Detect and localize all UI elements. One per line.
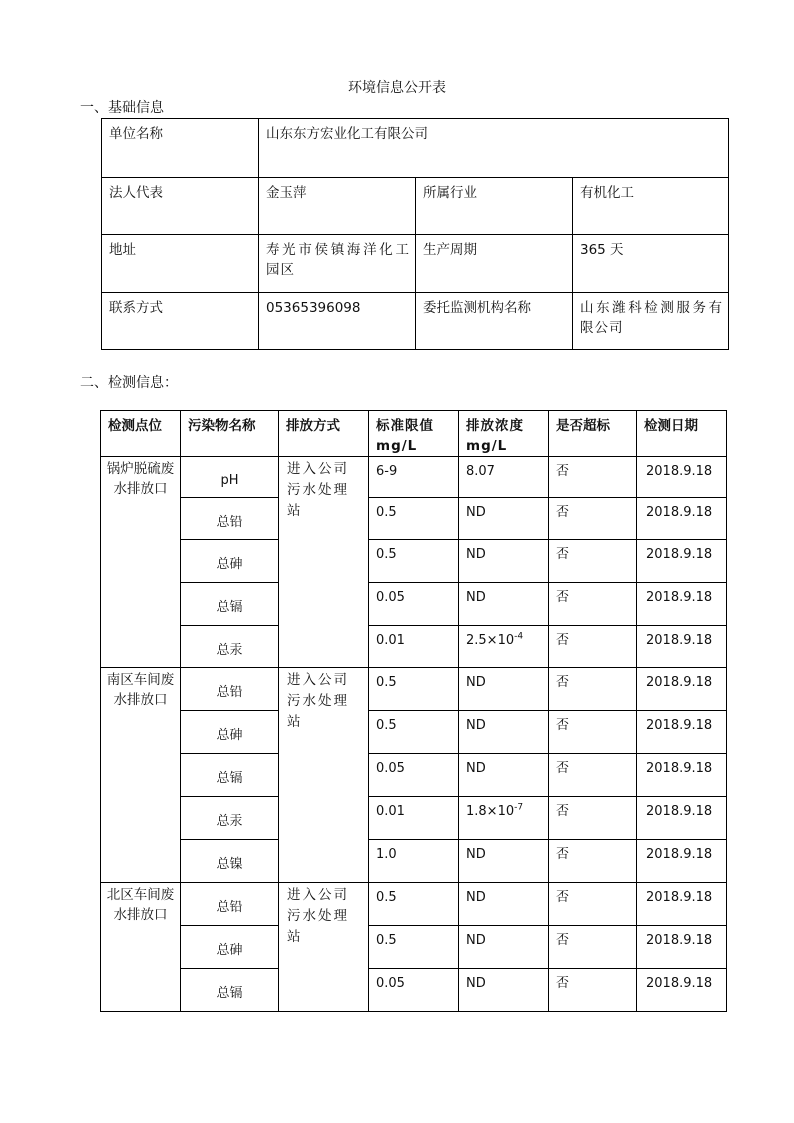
header-date: 检测日期 <box>637 411 727 457</box>
page-title: 环境信息公开表 <box>348 80 446 96</box>
exceed-cell: 否 <box>549 457 637 498</box>
concentration-exponent: -7 <box>514 802 524 813</box>
table-row <box>101 711 727 754</box>
concentration-cell <box>459 883 549 926</box>
concentration-value: ND <box>466 675 486 690</box>
table-row <box>101 498 727 540</box>
date-cell: 2018.9.18 <box>637 840 727 883</box>
address-label: 地址 <box>102 235 259 293</box>
exceed-cell: 否 <box>549 540 637 583</box>
concentration-value: ND <box>466 890 486 905</box>
concentration-cell <box>459 668 549 711</box>
date-cell: 2018.9.18 <box>637 668 727 711</box>
table-row <box>101 583 727 626</box>
pollutant-cell: 总镉 <box>181 969 279 1012</box>
limit-cell: 0.05 <box>369 969 459 1012</box>
exceed-cell: 否 <box>549 797 637 840</box>
concentration-value: ND <box>466 847 486 862</box>
limit-cell: 0.01 <box>369 626 459 668</box>
table-row <box>101 969 727 1012</box>
concentration-cell <box>459 754 549 797</box>
limit-cell: 1.0 <box>369 840 459 883</box>
header-exceed: 是否超标 <box>549 411 637 457</box>
address-value: 寿光市侯镇海洋化工园区 <box>259 235 416 293</box>
pollutant-cell: 总汞 <box>181 797 279 840</box>
date-cell: 2018.9.18 <box>637 797 727 840</box>
table-row <box>101 457 727 498</box>
industry-label: 所属行业 <box>416 178 573 235</box>
concentration-exponent: -4 <box>514 631 524 642</box>
date-cell: 2018.9.18 <box>637 926 727 969</box>
exceed-cell: 否 <box>549 883 637 926</box>
concentration-cell <box>459 711 549 754</box>
concentration-cell <box>459 498 549 540</box>
legal-rep-value: 金玉萍 <box>259 178 416 235</box>
cycle-label: 生产周期 <box>416 235 573 293</box>
limit-cell: 0.5 <box>369 883 459 926</box>
limit-cell: 0.5 <box>369 498 459 540</box>
limit-cell: 0.5 <box>369 540 459 583</box>
pollutant-cell: 总镉 <box>181 583 279 626</box>
pollutant-cell: 总汞 <box>181 626 279 668</box>
concentration-cell <box>459 626 549 668</box>
table-row <box>101 840 727 883</box>
concentration-cell <box>459 540 549 583</box>
location-cell: 北区车间废水排放口 <box>101 883 181 1012</box>
concentration-value: ND <box>466 547 486 562</box>
unit-name-label: 单位名称 <box>102 119 259 178</box>
limit-cell: 0.5 <box>369 711 459 754</box>
pollutant-cell: 总砷 <box>181 926 279 969</box>
legal-rep-label: 法人代表 <box>102 178 259 235</box>
section-heading-detect: 二、检测信息： <box>80 375 178 391</box>
date-cell: 2018.9.18 <box>637 540 727 583</box>
table-row <box>101 754 727 797</box>
concentration-cell <box>459 840 549 883</box>
header-method: 排放方式 <box>279 411 369 457</box>
header-location: 检测点位 <box>101 411 181 457</box>
exceed-cell: 否 <box>549 711 637 754</box>
pollutant-cell: 总砷 <box>181 711 279 754</box>
concentration-cell <box>459 583 549 626</box>
concentration-cell <box>459 797 549 840</box>
concentration-value: 8.07 <box>466 464 495 479</box>
exceed-cell: 否 <box>549 626 637 668</box>
concentration-value: ND <box>466 505 486 520</box>
concentration-cell <box>459 969 549 1012</box>
limit-cell: 6-9 <box>369 457 459 498</box>
concentration-cell <box>459 926 549 969</box>
limit-cell: 0.05 <box>369 583 459 626</box>
header-limit: 标准限值 mg/L <box>369 411 459 457</box>
table-row <box>102 293 729 350</box>
table-row <box>102 119 729 178</box>
exceed-cell: 否 <box>549 754 637 797</box>
date-cell: 2018.9.18 <box>637 711 727 754</box>
exceed-cell: 否 <box>549 583 637 626</box>
date-cell: 2018.9.18 <box>637 754 727 797</box>
limit-cell: 0.5 <box>369 926 459 969</box>
method-cell: 进入公司污水处理站 <box>279 883 369 1012</box>
concentration-value: 1.8×10 <box>466 804 515 819</box>
limit-cell: 0.01 <box>369 797 459 840</box>
concentration-cell <box>459 457 549 498</box>
exceed-cell: 否 <box>549 926 637 969</box>
concentration-value: ND <box>466 761 486 776</box>
date-cell: 2018.9.18 <box>637 626 727 668</box>
method-cell: 进入公司污水处理站 <box>279 457 369 668</box>
header-concentration: 排放浓度 mg/L <box>459 411 549 457</box>
header-pollutant: 污染物名称 <box>181 411 279 457</box>
detection-table <box>100 410 727 1012</box>
date-cell: 2018.9.18 <box>637 969 727 1012</box>
agency-label: 委托监测机构名称 <box>416 293 573 350</box>
contact-label: 联系方式 <box>102 293 259 350</box>
date-cell: 2018.9.18 <box>637 498 727 540</box>
table-row <box>101 668 727 711</box>
table-row <box>101 926 727 969</box>
cycle-value: 365 天 <box>573 235 729 293</box>
limit-cell: 0.05 <box>369 754 459 797</box>
pollutant-cell: 总铅 <box>181 883 279 926</box>
exceed-cell: 否 <box>549 969 637 1012</box>
concentration-value: 2.5×10 <box>466 633 515 648</box>
location-cell: 南区车间废水排放口 <box>101 668 181 883</box>
exceed-cell: 否 <box>549 668 637 711</box>
pollutant-cell: 总铅 <box>181 668 279 711</box>
pollutant-cell: 总镍 <box>181 840 279 883</box>
table-row <box>102 178 729 235</box>
table-row <box>101 883 727 926</box>
table-header-row <box>101 411 727 457</box>
table-row <box>101 797 727 840</box>
industry-value: 有机化工 <box>573 178 729 235</box>
exceed-cell: 否 <box>549 498 637 540</box>
pollutant-cell: 总砷 <box>181 540 279 583</box>
table-row <box>102 235 729 293</box>
date-cell: 2018.9.18 <box>637 457 727 498</box>
concentration-value: ND <box>466 718 486 733</box>
pollutant-cell: pH <box>181 457 279 498</box>
table-row <box>101 540 727 583</box>
method-cell: 进入公司污水处理站 <box>279 668 369 883</box>
limit-cell: 0.5 <box>369 668 459 711</box>
table-row <box>101 626 727 668</box>
basic-info-table <box>101 118 729 350</box>
contact-value: 05365396098 <box>259 293 416 350</box>
exceed-cell: 否 <box>549 840 637 883</box>
pollutant-cell: 总铅 <box>181 498 279 540</box>
unit-name-value: 山东东方宏业化工有限公司 <box>259 119 729 178</box>
concentration-value: ND <box>466 933 486 948</box>
date-cell: 2018.9.18 <box>637 583 727 626</box>
date-cell: 2018.9.18 <box>637 883 727 926</box>
section-heading-basic: 一、基础信息 <box>80 100 164 116</box>
location-cell: 锅炉脱硫废水排放口 <box>101 457 181 668</box>
agency-value: 山东潍科检测服务有限公司 <box>573 293 729 350</box>
concentration-value: ND <box>466 976 486 991</box>
pollutant-cell: 总镉 <box>181 754 279 797</box>
concentration-value: ND <box>466 590 486 605</box>
